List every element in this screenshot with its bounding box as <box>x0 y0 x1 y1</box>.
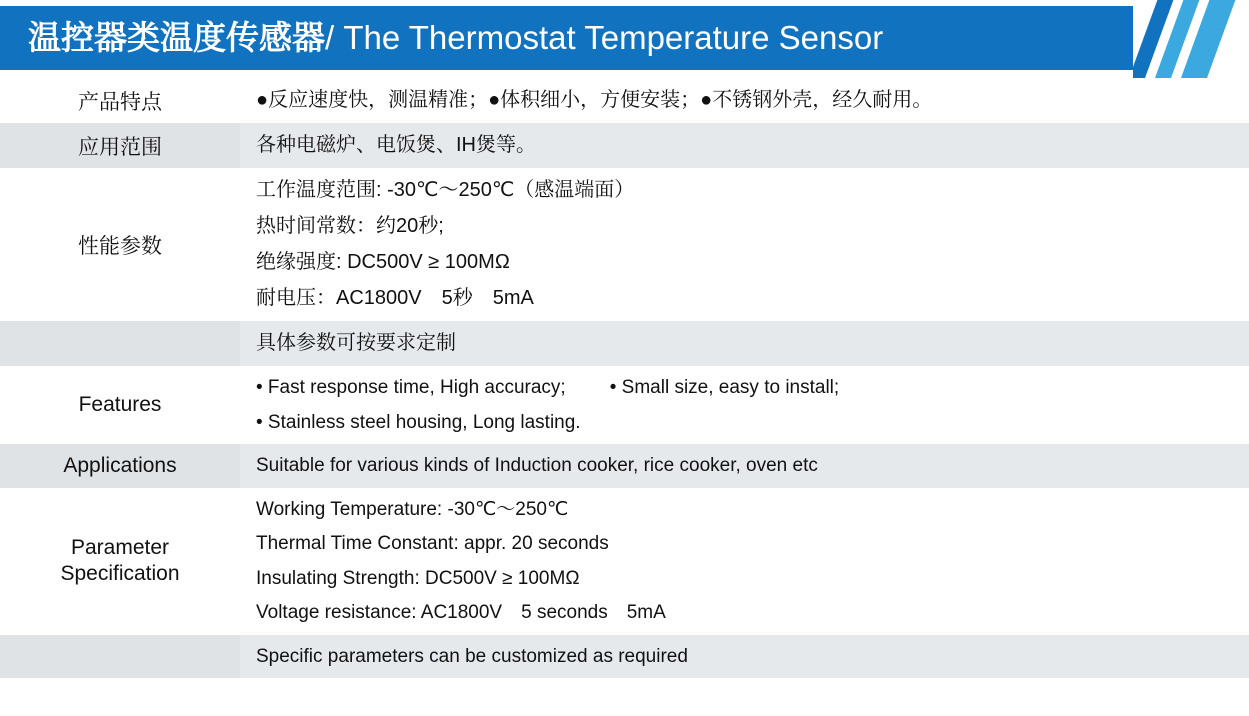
page-title-cn: 温控器类温度传感器 <box>28 18 325 56</box>
row-label-parameter-specification <box>0 488 240 635</box>
row-value-custom-note-en <box>240 635 1249 679</box>
row-label-product-features: 产品特点 <box>0 78 240 123</box>
row-label-line-2: Specification <box>60 562 180 586</box>
row-value-custom-note-cn <box>240 321 1249 366</box>
table-row <box>0 78 1249 123</box>
value-line <box>256 374 1239 402</box>
page-title <box>28 20 883 56</box>
row-label-custom-note-cn <box>0 321 240 366</box>
table-row <box>0 123 1249 168</box>
row-label-application-range: 应用范围 <box>0 123 240 168</box>
header-title-bar <box>0 6 1133 70</box>
table-row <box>0 488 1249 635</box>
value-line: ●反应速度快，测温精准；●体积细小，方便安装；●不锈钢外壳，经久耐用。 <box>256 89 933 111</box>
specification-table <box>0 78 1249 678</box>
feature-item: • Small size, easy to install; <box>609 377 840 398</box>
row-value-applications <box>240 444 1249 488</box>
value-line: 工作温度范围: -30℃～250℃（感温端面） <box>256 179 635 201</box>
feature-item: • Fast response time, High accuracy; <box>256 377 566 398</box>
table-row <box>0 321 1249 366</box>
value-line: Working Temperature: -30℃～250℃ <box>256 498 569 520</box>
table-row <box>0 168 1249 321</box>
value-line: 具体参数可按要求定制 <box>256 332 456 354</box>
value-line: Insulating Strength: DC500V ≥ 100MΩ <box>256 567 580 589</box>
row-value-performance-parameters <box>240 168 1249 321</box>
table-row <box>0 366 1249 444</box>
value-line: 各种电磁炉、电饭煲、IH煲等。 <box>256 134 536 156</box>
value-line: Voltage resistance: AC1800V 5 seconds 5mA <box>256 602 666 624</box>
value-line: • Stainless steel housing, Long lasting. <box>256 411 581 433</box>
row-label-line-1: Parameter <box>70 535 170 559</box>
table-row <box>0 444 1249 488</box>
row-value-parameter-specification <box>240 488 1249 635</box>
header-slash-decoration <box>1133 0 1249 78</box>
table-row <box>0 635 1249 679</box>
row-label-performance-parameters: 性能参数 <box>0 168 240 321</box>
row-value-application-range <box>240 123 1249 168</box>
row-label-applications: Applications <box>0 444 240 488</box>
row-value-product-features <box>240 78 1249 123</box>
value-line: Thermal Time Constant: appr. 20 seconds <box>256 533 609 555</box>
row-label-custom-note-en <box>0 635 240 679</box>
row-value-features <box>240 366 1249 444</box>
value-line: 绝缘强度: DC500V ≥ 100MΩ <box>256 251 510 273</box>
value-line: Specific parameters can be customized as required <box>256 645 688 667</box>
value-line: Suitable for various kinds of Induction cooker, rice cooker, oven etc <box>256 455 818 477</box>
page-header <box>0 0 1249 78</box>
row-label-features: Features <box>0 366 240 444</box>
value-line: 耐电压：AC1800V 5秒 5mA <box>256 287 534 309</box>
page-title-en: The Thermostat Temperature Sensor <box>334 18 884 56</box>
value-line: 热时间常数：约20秒; <box>256 215 444 237</box>
page-title-separator: / <box>325 18 335 56</box>
